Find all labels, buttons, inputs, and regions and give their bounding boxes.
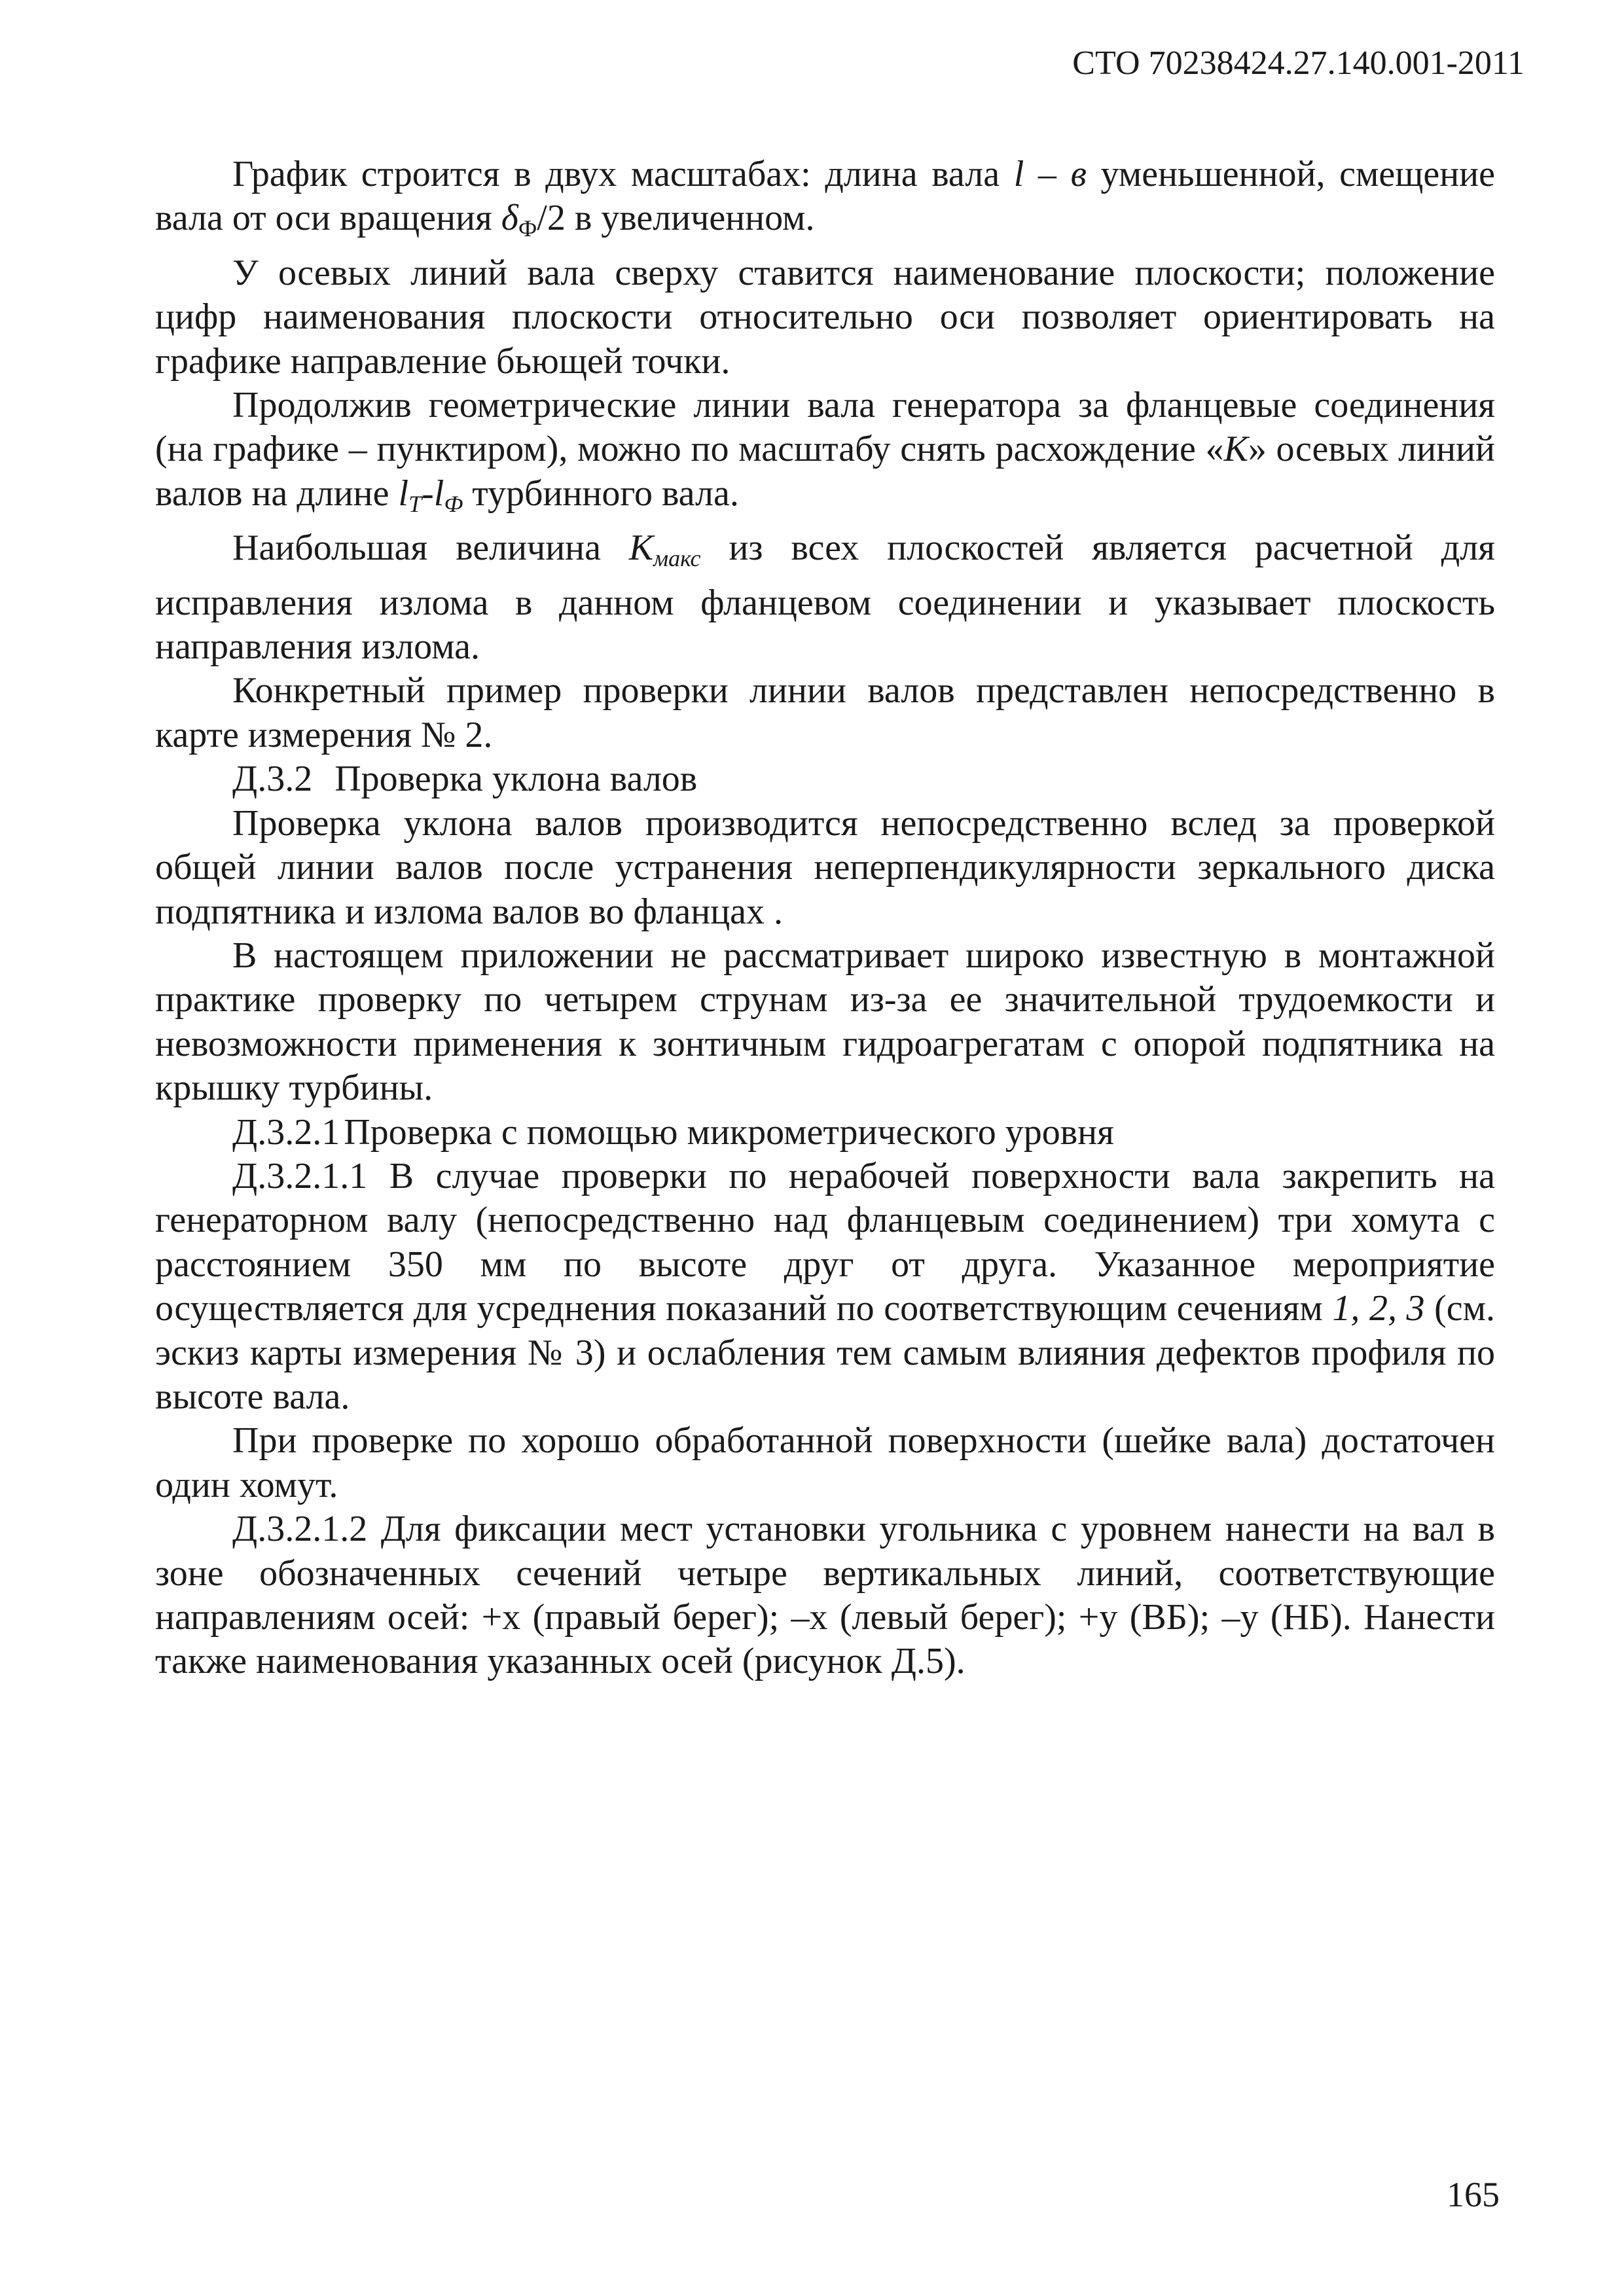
symbol-delta: δ xyxy=(501,198,518,239)
section-heading-d-3-2 xyxy=(155,757,1495,801)
section-heading-d-3-2-1 xyxy=(155,1111,1495,1155)
paragraph-d-3-2-1-2: Д.3.2.1.2 Для фиксации мест установки угольника с уровнем нанести на вал в зоне обозначенных сечений четыре вертикальных линий, соответствующие направлениям осей: +х (правый берег); –х (левый берег); +у (ВБ); –у (НБ). Нанести также наименования указанных осей (рисунок Д.5). xyxy=(155,1509,1495,1682)
paragraph-d-3-2-1-1: Д.3.2.1.1 В случае проверки по нерабочей поверхности вала закрепить на генераторном валу (непосредственно над фланцевым соединением) три хомута с расстоянием 350 мм по высоте друг от друга. Указанное мероприятие осуществляется для усреднения показаний по соответствующим сечениям 1, 2, 3 (см. эскиз карты измерения № 3) и ослабления тем самым влияния дефектов профиля по высоте вала. xyxy=(155,1155,1496,1417)
paragraph-four-strings: В настоящем приложении не рассматривает широко известную в монтажной практике проверку по четырем струнам из-за ее значительной трудоемкости и невозможности применения к зонтичным гидроагрегатам с опорой подпятника на крышку турбины. xyxy=(155,935,1495,1109)
paragraph-single-clamp: При проверке по хорошо обработанной поверхности (шейке вала) достаточен один хомут. xyxy=(155,1420,1495,1505)
paragraph-flange-lines: Продолжив геометрические линии вала генератора за фланцевые соединения (на графике – пунктиром), можно по масштабу снять расхождение «К» осевых линий валов на длине lT-lФ турбинного вала. xyxy=(155,385,1495,517)
document-code-header: СТО 70238424.27.140.001-2011 xyxy=(1072,45,1525,82)
document-body xyxy=(155,152,1495,1684)
paragraph-slope-check: Проверка уклона валов производится непосредственно вслед за проверкой общей линии валов после устранения неперпендикулярности зеркального диска подпятника и излома валов во фланцах . xyxy=(155,802,1495,932)
paragraph-chart-scales: График строится в двух масштабах: длина вала l – в уменьшенной, смещение вала от оси вращения $\delta_Ф/2$ в увеличенном. xyxy=(155,154,1496,242)
paragraph-max-value: Наибольшая величина Кмакс из всех плоскостей является расчетной для исправления излома в данном фланцевом соединении и указывает плоскость направления излома. xyxy=(155,528,1495,668)
section-title: Проверка уклона валов xyxy=(334,759,698,800)
section-number: Д.3.2 xyxy=(232,759,313,800)
page-number: 165 xyxy=(1447,2175,1500,2214)
paragraph-example-reference: Конкретный пример проверки линии валов представлен непосредственно в карте измерения № 2. xyxy=(155,670,1495,755)
section-title: Проверка с помощью микрометрического уровня xyxy=(344,1111,1114,1153)
symbol-shaft-length: l xyxy=(1013,154,1024,194)
paragraph-axis-labels: У осевых линий вала сверху ставится наименование плоскости; положение цифр наименования плоскости относительно оси позволяет ориентировать на графике направление бьющей точки. xyxy=(155,252,1495,382)
section-number: Д.3.2.1 xyxy=(232,1111,340,1153)
